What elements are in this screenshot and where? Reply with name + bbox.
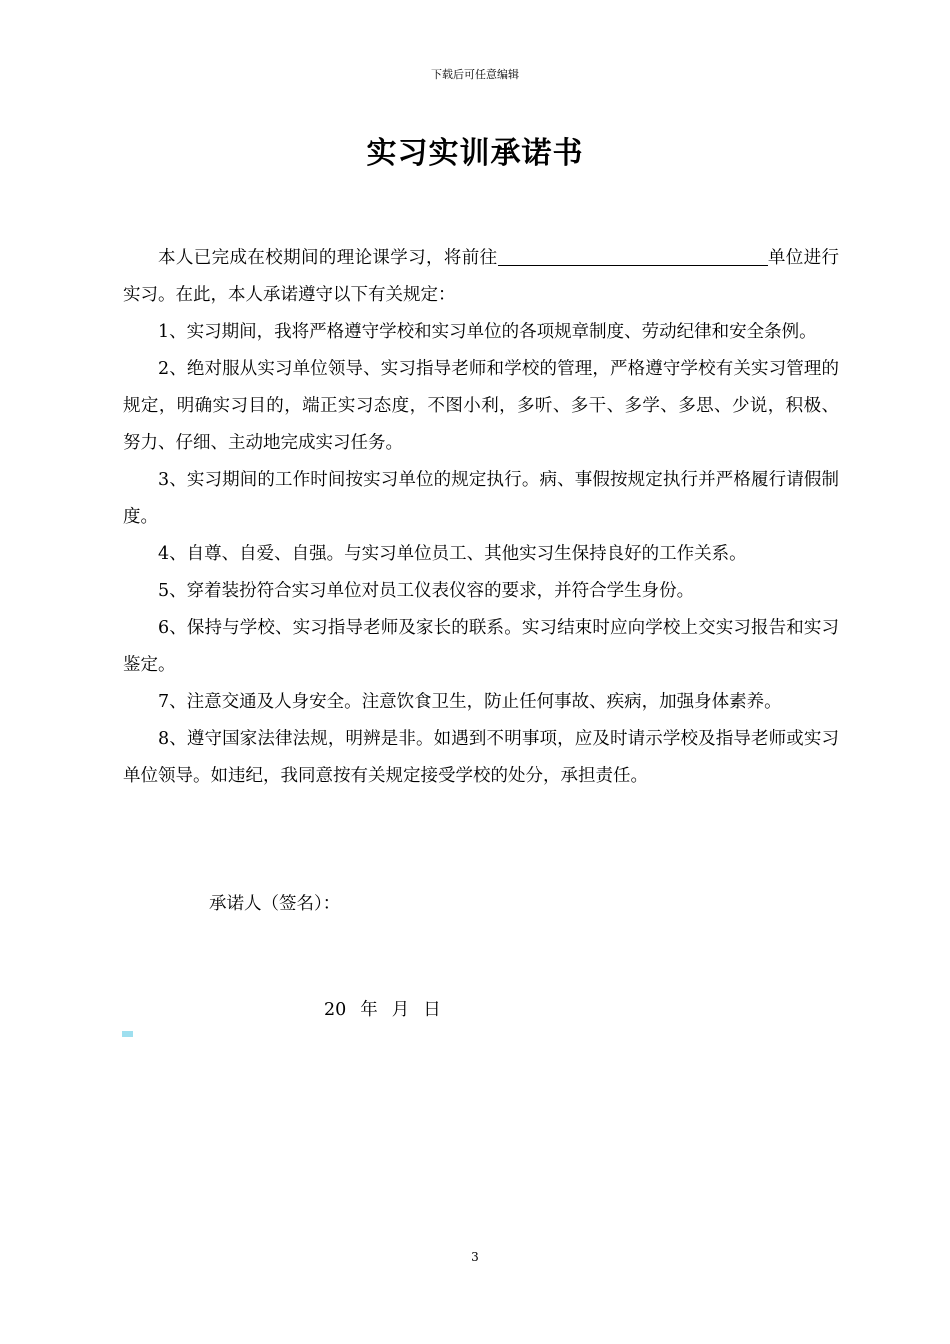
rule-item: 7、注意交通及人身安全。注意饮食卫生，防止任何事故、疾病，加强身体素养。 — [158, 692, 782, 712]
document-body — [123, 240, 839, 795]
rule-item: 8、遵守国家法律法规，明辨是非。如遇到不明事项，应及时请示学校及指导老师或实习单位领导。如违纪，我同意按有关规定接受学校的处分，承担责任。 — [123, 729, 839, 786]
rule-item: 5、穿着装扮符合实习单位对员工仪表仪容的要求，并符合学生身份。 — [158, 581, 695, 601]
signature-label: 承诺人（签名）： — [209, 894, 341, 914]
rule-item: 3、实习期间的工作时间按实习单位的规定执行。病、事假按规定执行并严格履行请假制度。 — [123, 470, 839, 527]
page-number: 3 — [471, 1250, 479, 1264]
decorative-marker — [122, 1031, 133, 1037]
intro-paragraph — [123, 240, 839, 314]
rule-item: 1、实习期间，我将严格遵守学校和实习单位的各项规章制度、劳动纪律和安全条例。 — [158, 322, 817, 342]
document-title: 实习实训承诺书 — [366, 136, 584, 171]
header-note: 下载后可任意编辑 — [431, 68, 519, 81]
unit-name-blank[interactable] — [498, 243, 768, 266]
date-month: 月 — [391, 1000, 410, 1020]
date-year: 年 — [360, 1000, 378, 1020]
date-year-prefix: 20 — [324, 1000, 347, 1020]
rule-item: 2、绝对服从实习单位领导、实习指导老师和学校的管理，严格遵守学校有关实习管理的规定，明确实习目的，端正实习态度，不图小利，多听、多干、多学、多思、少说，积极、努力、仔细、主动地完成实习任务。 — [123, 359, 839, 453]
date-day: 日 — [423, 1000, 441, 1020]
intro-before-blank: 本人已完成在校期间的理论课学习，将前往 — [158, 248, 498, 268]
rule-item: 4、自尊、自爱、自强。与实习单位员工、其他实习生保持良好的工作关系。 — [158, 544, 747, 564]
date-line — [324, 996, 455, 1021]
intro-after-blank: 单位进行实习。在此，本人承诺遵守以下有关规定： — [123, 248, 840, 305]
rule-item: 6、保持与学校、实习指导老师及家长的联系。实习结束时应向学校上交实习报告和实习鉴定。 — [123, 618, 839, 675]
